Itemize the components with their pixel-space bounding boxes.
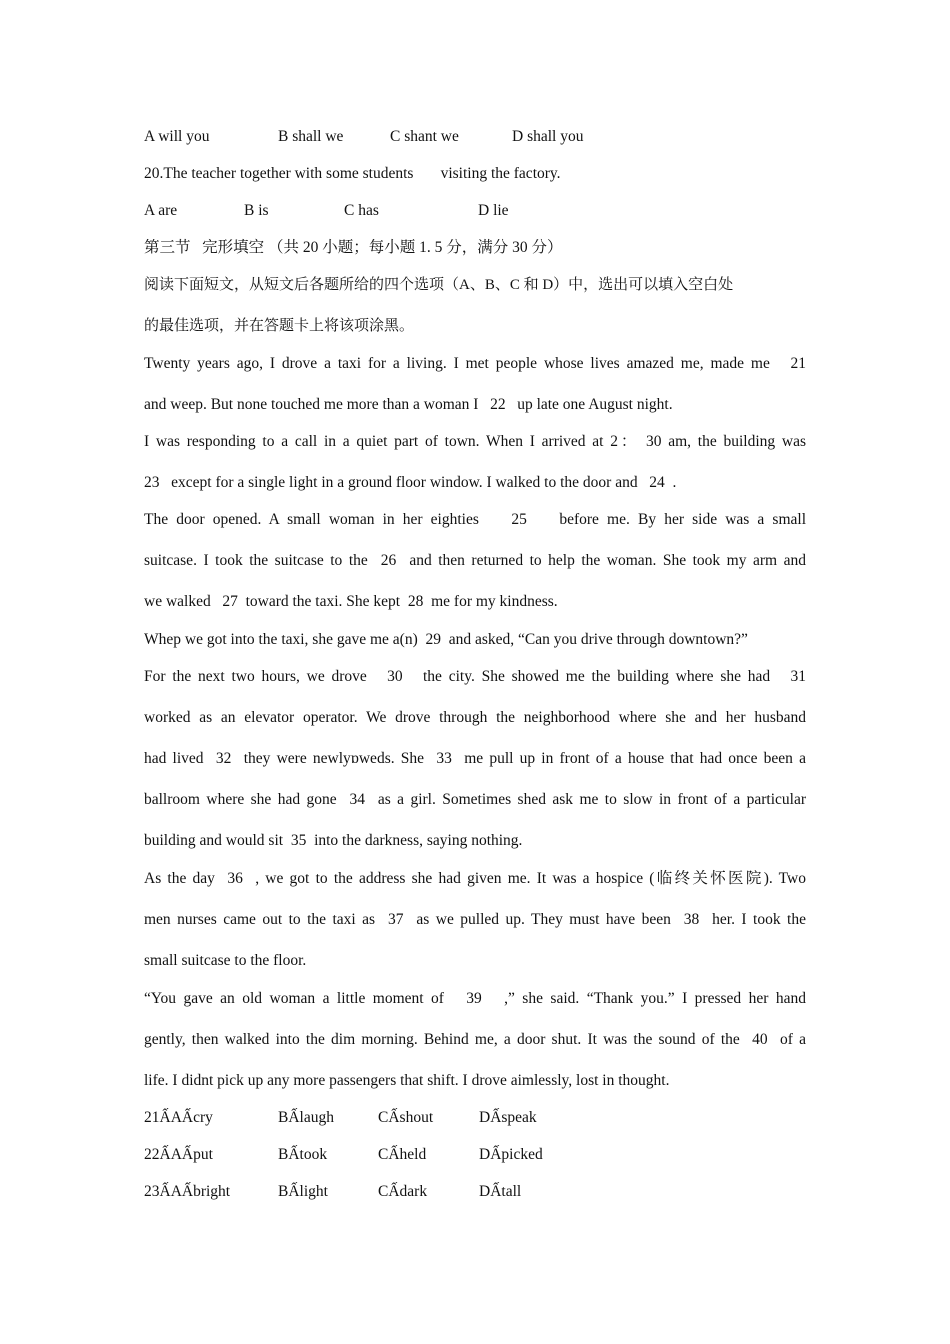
answer-d: DẤspeak xyxy=(479,1109,537,1126)
option-a: A will you xyxy=(144,128,210,145)
option-b: B shall we xyxy=(278,128,344,145)
passage-line: For the next two hours, we drove 30 the city. She showed me the building where she had 31 xyxy=(144,668,806,685)
passage-line: had lived 32 they were newlyɒweds. She 33 me pull up in front of a house that had once been a xyxy=(144,750,806,767)
q20-stem: 20.The teacher together with some students visiting the factory. xyxy=(144,165,561,182)
answer-b: BẤtook xyxy=(278,1146,328,1163)
passage-line: As the day 36 , we got to the address she had given me. It was a hospice (临终关怀医院). Two xyxy=(144,870,806,887)
answer-b: BẤlight xyxy=(278,1183,328,1200)
option-c: C shant we xyxy=(390,128,459,145)
passage-line: suitcase. I took the suitcase to the 26 and then returned to help the woman. She took my arm and xyxy=(144,552,806,569)
passage-line: Twenty years ago, I drove a taxi for a living. I met people whose lives amazed me, made me 21 xyxy=(144,355,806,372)
passage-line: Whep we got into the taxi, she gave me a(n) 29 and asked, “Can you drive through downtown?” xyxy=(144,631,748,648)
answer-b: BẤlaugh xyxy=(278,1109,334,1126)
passage-line: worked as an elevator operator. We drove through the neighborhood where she and her husband xyxy=(144,709,806,726)
answer-a: 21ẤAẤcry xyxy=(144,1109,213,1126)
option-c: C has xyxy=(344,202,379,219)
option-d: D shall you xyxy=(512,128,584,145)
passage-line: ballroom where she had gone 34 as a girl. Sometimes shed ask me to slow in front of a particular xyxy=(144,791,806,808)
passage-line: I was responding to a call in a quiet part of town. When I arrived at 2： 30 am, the building was xyxy=(144,433,806,450)
passage-line: 23 except for a single light in a ground floor window. I walked to the door and 24 . xyxy=(144,474,677,491)
passage-line: The door opened. A small woman in her eighties 25 before me. By her side was a small xyxy=(144,511,806,528)
instructions-line-2: 的最佳选项，并在答题卡上将该项涂黑。 xyxy=(144,318,415,334)
passage-line: building and would sit 35 into the darkness, saying nothing. xyxy=(144,832,523,849)
passage-line: we walked 27 toward the taxi. She kept 28 me for my kindness. xyxy=(144,593,558,610)
answer-c: CẤshout xyxy=(378,1109,434,1126)
answer-a: 22ẤAẤput xyxy=(144,1146,213,1163)
option-a: A are xyxy=(144,202,178,219)
answer-c: CẤheld xyxy=(378,1146,427,1163)
passage-line: life. I didnt pick up any more passengers that shift. I drove aimlessly, lost in thought. xyxy=(144,1072,670,1089)
option-b: B is xyxy=(244,202,269,219)
instructions-line-1: 阅读下面短文，从短文后各题所给的四个选项（A、B、C 和 D）中，选出可以填入空白处 xyxy=(144,277,734,293)
passage-line: small suitcase to the floor. xyxy=(144,952,307,969)
passage-line: and weep. But none touched me more than a woman I 22 up late one August night. xyxy=(144,396,673,413)
answer-d: DẤpicked xyxy=(479,1146,543,1163)
answer-c: CẤdark xyxy=(378,1183,428,1200)
section-heading: 第三节 完形填空 （共 20 小题；每小题 1. 5 分，满分 30 分） xyxy=(144,239,563,256)
passage-line: men nurses came out to the taxi as 37 as we pulled up. They must have been 38 her. I took the xyxy=(144,911,806,928)
passage-line: gently, then walked into the dim morning. Behind me, a door shut. It was the sound of the 40 of a xyxy=(144,1031,806,1048)
option-d: D lie xyxy=(478,202,509,219)
answer-d: DẤtall xyxy=(479,1183,522,1200)
passage-line: “You gave an old woman a little moment of 39 ,” she said. “Thank you.” I pressed her hand xyxy=(144,990,806,1007)
answer-a: 23ẤAẤbright xyxy=(144,1183,231,1200)
